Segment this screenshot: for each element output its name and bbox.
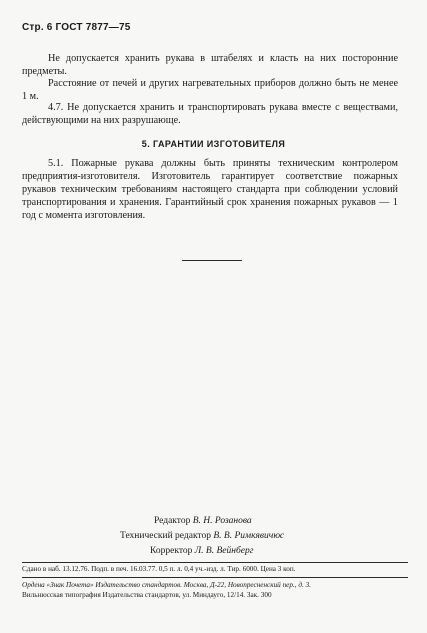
credit-editor-role: Редактор bbox=[154, 516, 191, 526]
section-divider bbox=[182, 260, 242, 261]
credit-proofreader-role: Корректор bbox=[150, 546, 193, 556]
credits-block bbox=[120, 514, 400, 559]
imprint-rule-middle bbox=[22, 577, 408, 578]
credit-editor bbox=[120, 514, 400, 529]
imprint-line-1: Сдано в наб. 13.12.76. Подп. в печ. 16.03.77. 0,5 п. л. 0,4 уч.-изд. л. Тир. 6000. Цена 3 коп. bbox=[22, 565, 296, 573]
credit-tech-editor-role: Технический редактор bbox=[120, 531, 211, 541]
credit-tech-editor bbox=[120, 529, 400, 544]
page-header: Стр. 6 ГОСТ 7877—75 bbox=[22, 22, 131, 33]
paragraph-storage-stacks: Не допускается хранить рукава в штабелях и класть на них посторонние предметы. bbox=[22, 53, 398, 77]
imprint-line-2 bbox=[22, 581, 408, 591]
credit-proofreader bbox=[120, 544, 400, 559]
credit-tech-editor-name: В. В. Римкявичюс bbox=[213, 531, 285, 541]
paragraph-4-7: 4.7. Не допускается хранить и транспортировать рукава вместе с веществами, действующими на них разрушающе. bbox=[22, 102, 398, 126]
paragraph-5-1: 5.1. Пожарные рукава должны быть приняты техническим контролером предприятия-изготовителя. Изготовитель гарантирует соответствие пожарных рукавов техническим требованиям настоящего стандарта при соблюдении условий транспортирования и хранения. Гарантийный срок хранения пожарных рукавов — 1 год с момента изготовления. bbox=[22, 158, 398, 221]
imprint-rule-top bbox=[22, 562, 408, 563]
imprint-line-3: Вильнюсская типография Издательства стандартов, ул. Миндауго, 12/14. Зак. 300 bbox=[22, 591, 272, 599]
imprint-publisher: Ордена «Знак Почета» Издательство стандартов. Москва, Д-22, Новопресненский пер., д. 3. bbox=[22, 581, 311, 589]
paragraph-distance-heaters: Расстояние от печей и других нагревательных приборов должно быть не менее 1 м. bbox=[22, 78, 398, 102]
credit-proofreader-name: Л. В. Вейнберг bbox=[194, 546, 254, 556]
credit-editor-name: В. Н. Розанова bbox=[192, 516, 252, 526]
section-title-guarantees: 5. ГАРАНТИИ ИЗГОТОВИТЕЛЯ bbox=[141, 139, 286, 149]
